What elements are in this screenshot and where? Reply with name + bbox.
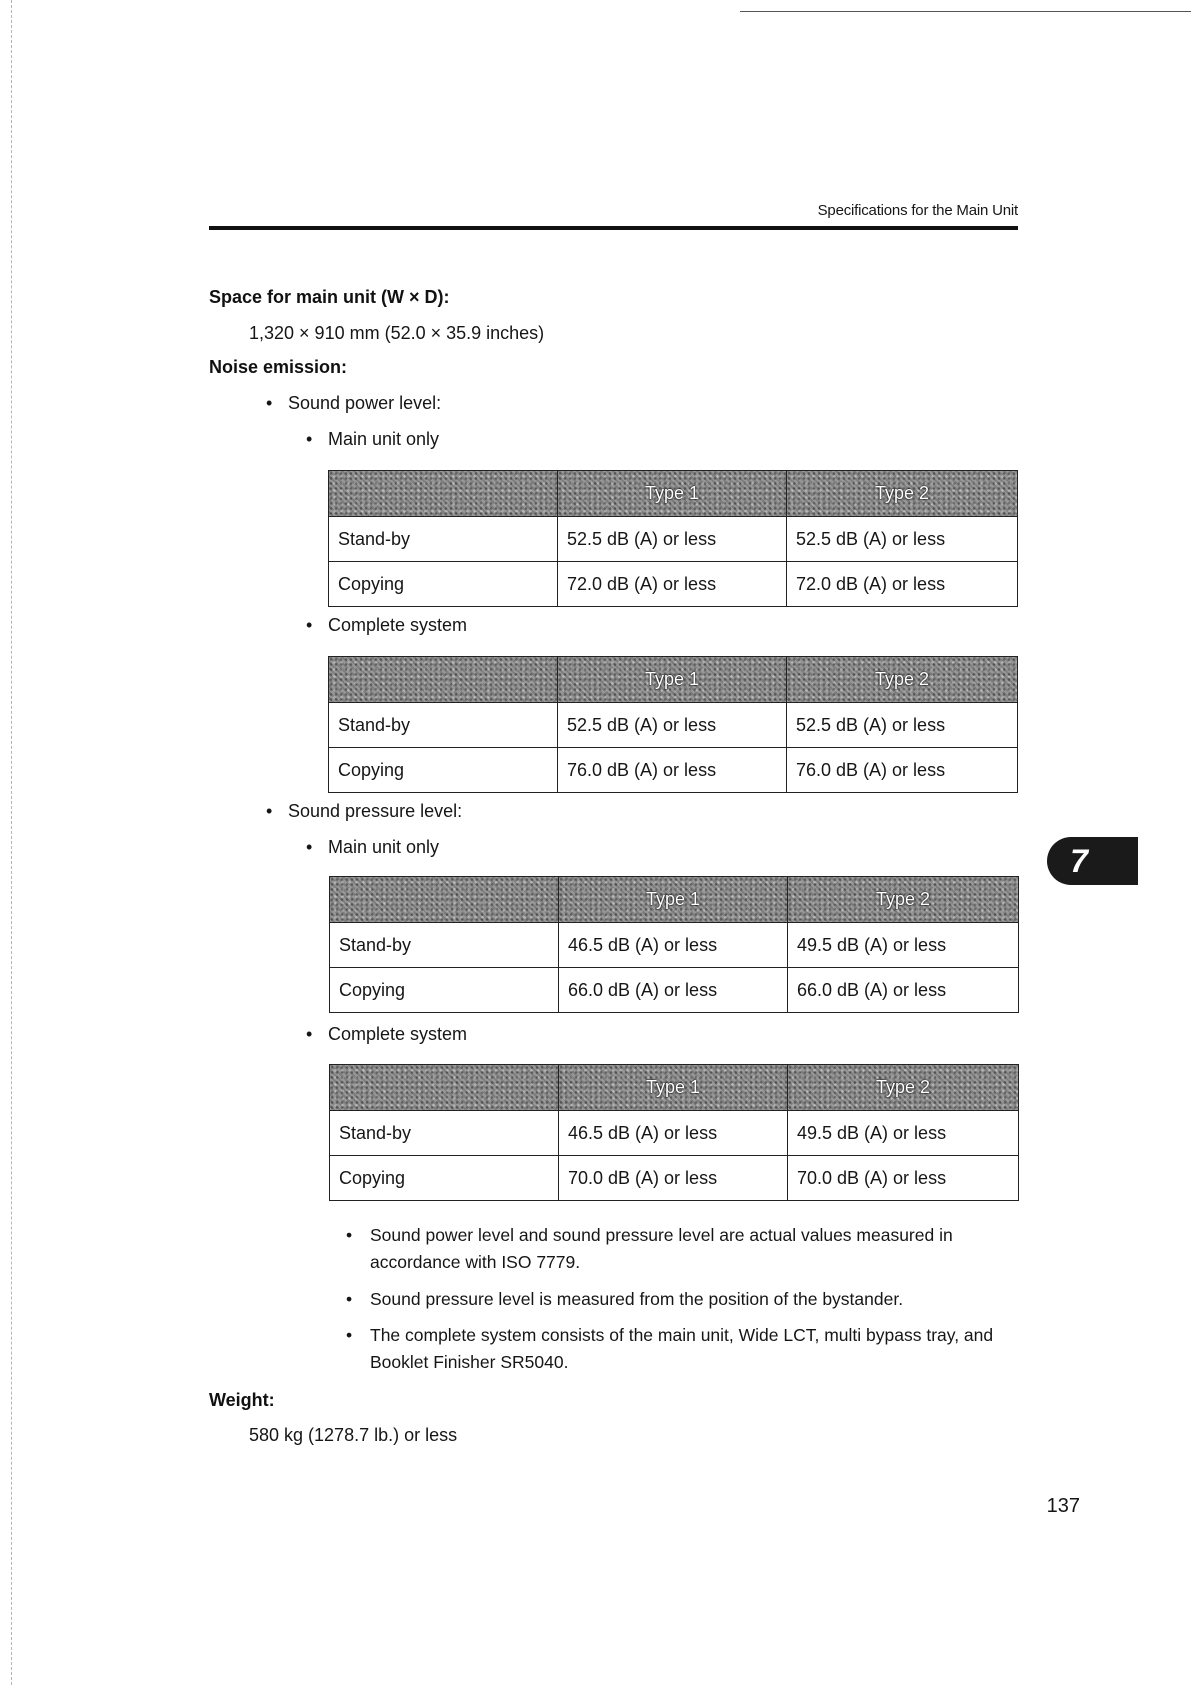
table-row xyxy=(330,923,1019,968)
power-complete-label: Complete system xyxy=(328,615,468,635)
bullet-icon: • xyxy=(306,615,313,635)
binding-margin-line xyxy=(11,0,12,1685)
row-type2-value: 49.5 dB (A) or less xyxy=(788,1111,1019,1156)
row-type2-value: 66.0 dB (A) or less xyxy=(788,968,1019,1013)
chapter-number: 7 xyxy=(1070,843,1088,879)
row-mode: Copying xyxy=(329,748,558,793)
row-type1-value: 52.5 dB (A) or less xyxy=(558,703,787,748)
table-row xyxy=(329,562,1018,607)
row-type1-value: 76.0 dB (A) or less xyxy=(558,748,787,793)
pressure-main-unit-label: Main unit only xyxy=(328,837,440,857)
note-text: Sound power level and sound pressure level are actual values measured in accordance with ISO 7779. xyxy=(370,1225,953,1272)
sound-power-label: Sound power level: xyxy=(288,393,442,413)
note-text: Sound pressure level is measured from the position of the bystander. xyxy=(370,1289,904,1309)
row-type2-value: 70.0 dB (A) or less xyxy=(788,1156,1019,1201)
bullet-icon: • xyxy=(346,1289,353,1309)
row-type2-value: 52.5 dB (A) or less xyxy=(787,517,1018,562)
running-head: Specifications for the Main Unit xyxy=(817,202,1018,219)
table-row xyxy=(330,1156,1019,1201)
table-header-row xyxy=(330,877,1019,923)
pressure-complete-label: Complete system xyxy=(328,1024,468,1044)
table-row xyxy=(330,1111,1019,1156)
row-type1-value: 72.0 dB (A) or less xyxy=(558,562,787,607)
row-mode: Stand-by xyxy=(329,703,558,748)
header-rule xyxy=(209,226,1018,230)
sound-pressure-complete-table xyxy=(329,1064,1019,1201)
sound-power-main-unit-table xyxy=(328,470,1018,607)
bullet-icon: • xyxy=(346,1225,353,1245)
header-type-1: Type 1 xyxy=(558,657,787,703)
header-type-2: Type 2 xyxy=(787,657,1018,703)
row-mode: Stand-by xyxy=(330,923,559,968)
header-type-2: Type 2 xyxy=(787,471,1018,517)
row-type1-value: 46.5 dB (A) or less xyxy=(559,923,788,968)
header-blank xyxy=(329,471,558,517)
header-blank xyxy=(329,657,558,703)
table-row xyxy=(329,517,1018,562)
row-type1-value: 46.5 dB (A) or less xyxy=(559,1111,788,1156)
table-header-row xyxy=(329,471,1018,517)
space-value: 1,320 × 910 mm (52.0 × 35.9 inches) xyxy=(249,323,545,343)
bullet-icon: • xyxy=(306,837,313,857)
row-type2-value: 76.0 dB (A) or less xyxy=(787,748,1018,793)
row-type2-value: 72.0 dB (A) or less xyxy=(787,562,1018,607)
note-text: The complete system consists of the main unit, Wide LCT, multi bypass tray, and Booklet Finisher SR5040. xyxy=(370,1325,994,1372)
bullet-icon: • xyxy=(266,393,273,413)
weight-value: 580 kg (1278.7 lb.) or less xyxy=(249,1425,458,1445)
bullet-icon: • xyxy=(346,1325,353,1345)
row-type1-value: 52.5 dB (A) or less xyxy=(558,517,787,562)
row-mode: Stand-by xyxy=(329,517,558,562)
space-heading: Space for main unit (W × D): xyxy=(209,287,450,307)
header-type-1: Type 1 xyxy=(558,471,787,517)
sound-pressure-label: Sound pressure level: xyxy=(288,801,463,821)
row-type2-value: 49.5 dB (A) or less xyxy=(788,923,1019,968)
row-type2-value: 52.5 dB (A) or less xyxy=(787,703,1018,748)
top-rule xyxy=(740,11,1191,12)
table-row xyxy=(329,703,1018,748)
bullet-icon: • xyxy=(266,801,273,821)
header-type-2: Type 2 xyxy=(788,1065,1019,1111)
noise-heading: Noise emission: xyxy=(209,357,348,377)
header-blank xyxy=(330,1065,559,1111)
header-type-1: Type 1 xyxy=(559,877,788,923)
row-mode: Stand-by xyxy=(330,1111,559,1156)
row-mode: Copying xyxy=(330,968,559,1013)
page-number: 137 xyxy=(1046,1495,1080,1517)
row-type1-value: 70.0 dB (A) or less xyxy=(559,1156,788,1201)
row-mode: Copying xyxy=(329,562,558,607)
power-main-unit-label: Main unit only xyxy=(328,429,440,449)
table-row xyxy=(329,748,1018,793)
bullet-icon: • xyxy=(306,429,313,449)
bullet-icon: • xyxy=(306,1024,313,1044)
header-blank xyxy=(330,877,559,923)
table-row xyxy=(330,968,1019,1013)
row-mode: Copying xyxy=(330,1156,559,1201)
table-header-row xyxy=(329,657,1018,703)
row-type1-value: 66.0 dB (A) or less xyxy=(559,968,788,1013)
weight-heading: Weight: xyxy=(209,1390,275,1410)
sound-pressure-main-unit-table xyxy=(329,876,1019,1013)
table-header-row xyxy=(330,1065,1019,1111)
header-type-2: Type 2 xyxy=(788,877,1019,923)
header-type-1: Type 1 xyxy=(559,1065,788,1111)
sound-power-complete-table xyxy=(328,656,1018,793)
